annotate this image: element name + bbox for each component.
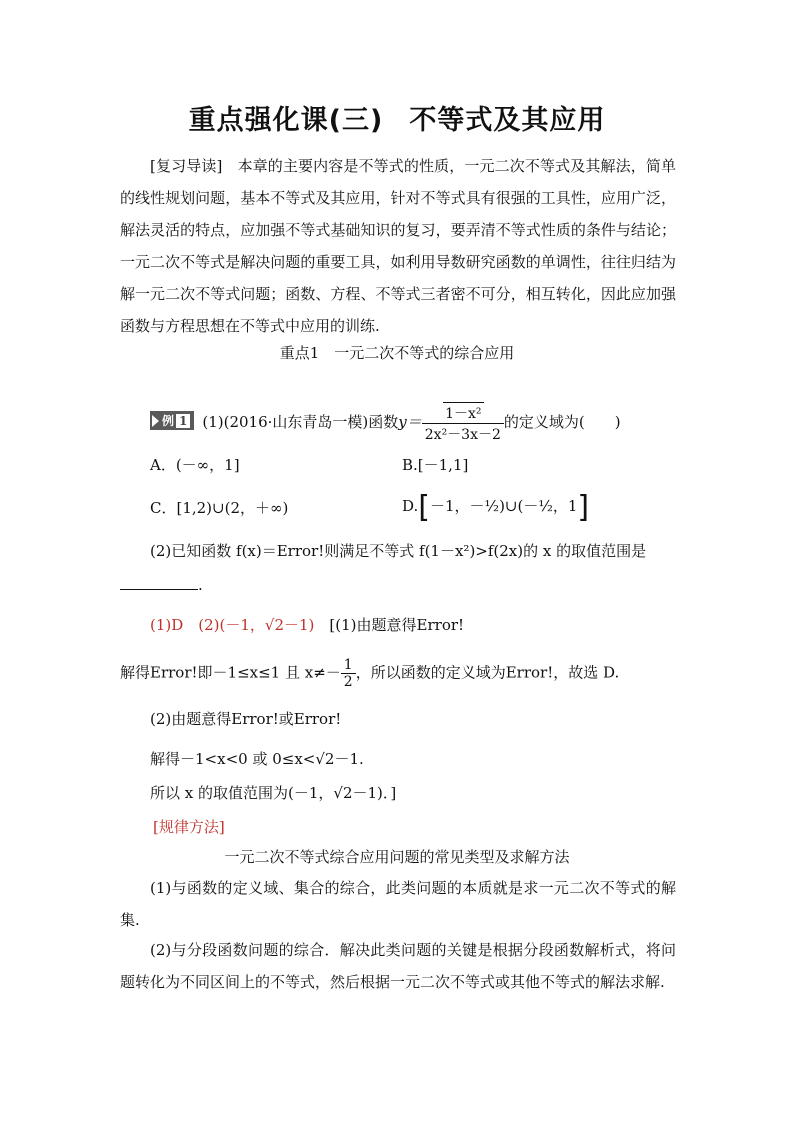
answer-line-1 [150, 614, 464, 635]
method-heading: 一元二次不等式综合应用问题的常见类型及求解方法 [224, 848, 570, 866]
intro-tag: [复习导读] [150, 157, 223, 175]
method-tag: [规律方法] [153, 818, 225, 836]
answer-line-1-rest: [(1)由题意得Error! [314, 616, 465, 634]
q1-y: y＝ [398, 413, 422, 431]
option-c: C．[1,2)∪(2，＋∞) [150, 499, 289, 517]
section-heading: 重点1 一元二次不等式的综合应用 [279, 344, 515, 362]
intro-text: 本章的主要内容是不等式的性质，一元二次不等式及其解法，简单的线性规划问题，基本不等式及其应用，针对不等式具有很强的工具性，应用广泛，解法灵活的特点，应加强不等式基础知识的复习，要弄清不等式性质的条件与结论；一元二次不等式是解决问题的重要工具，如利用导数研究函数的单调性，往往归结为解一元二次不等式问题；函数、方程、不等式三者密不可分，相互转化，因此应加强函数与方程思想在不等式中应用的训练. [120, 157, 676, 335]
answer-line-4: 解得－1<x<0 或 0≤x<√2－1. [150, 750, 364, 768]
answer-line-2: 解得Error!即－1≤x≤1 且 x≠－ $\frac{1}{2}$ ，所以函数的定义域为Error!，故选 D. [120, 657, 620, 690]
q1-prefix: (1)(2016·山东青岛一模)函数 [202, 413, 399, 431]
intro-paragraph [120, 150, 676, 342]
answer-blank [120, 575, 198, 590]
q1-suffix: 的定义域为( ) [503, 413, 621, 431]
answer-key: (1)D (2)(－1，√2－1) [150, 616, 315, 634]
title-part1: 重点强化课(三) [188, 105, 384, 136]
option-d: D.[－1，－½)∪(－½，1] [402, 490, 590, 525]
answer-line-5: 所以 x 的取值范围为(－1，√2－1)．] [150, 784, 397, 802]
method-paragraph-1: (1)与函数的定义域、集合的综合，此类问题的本质就是求一元二次不等式的解集. [120, 879, 676, 929]
page-title [0, 98, 794, 137]
option-b: B.[－1,1] [402, 456, 469, 474]
answer-line-3: (2)由题意得Error!或Error! [150, 710, 342, 728]
q1-fraction [422, 402, 504, 444]
option-d-content: －1，－½)∪(－½，1 [429, 497, 578, 515]
q1-frac-denominator: 2x²－3x－2 [424, 427, 501, 443]
example-question-2: (2)已知函数 f(x)＝Error!则满足不等式 f(1－x²)>f(2x)的 x 的取值范围是 [150, 542, 647, 560]
method-paragraph-2: (2)与分段函数问题的综合．解决此类问题的关键是根据分段函数解析式，将问题转化为不同区间上的不等式，然后根据一元二次不等式或其他不等式的解法求解. [120, 941, 676, 991]
option-a: A．(－∞，1] [150, 456, 240, 474]
q1-frac-numerator: 1－x² [443, 402, 483, 423]
title-part2: 不等式及其应用 [409, 105, 606, 136]
half-fraction: $\frac{1}{2}$ [341, 657, 356, 690]
triangle-icon [152, 415, 159, 427]
answer-blank-line: . [120, 575, 203, 594]
example-badge: 例 1 [150, 411, 194, 430]
example-question-1 [150, 402, 621, 444]
